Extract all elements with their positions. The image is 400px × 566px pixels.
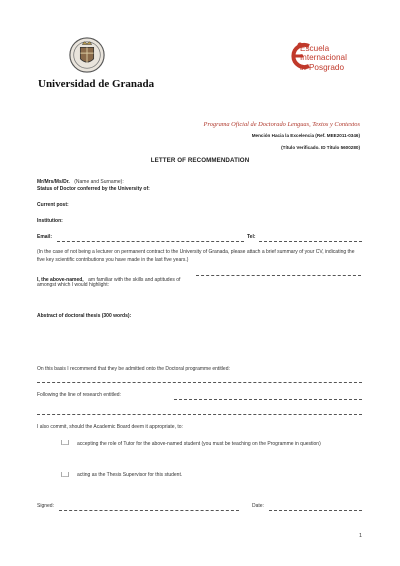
- supervisor-option-text: acting as the Thesis Supervisor for this student.: [77, 472, 183, 478]
- university-name: Universidad de Granada: [38, 78, 155, 90]
- commit-text: I also commit, should the Academic Board deem it appropriate, to:: [37, 424, 183, 430]
- programme-verification: (Título Verificado. ID Título 5600280): [281, 145, 360, 150]
- current-post-label: Current post:: [37, 202, 69, 208]
- tutor-option-text: accepting the role of Tutor for the above-named student (you must be teaching on the Programme in question): [77, 441, 321, 447]
- tel-blank-line[interactable]: [259, 241, 362, 242]
- date-blank-line[interactable]: [269, 510, 362, 511]
- student-name-blank-line[interactable]: [196, 275, 361, 276]
- letter-title: LETTER OF RECOMMENDATION: [150, 157, 250, 164]
- name-hint: (Name and Surname):: [74, 179, 124, 185]
- university-crest-logo: [68, 36, 106, 74]
- school-logo-line: Internacional: [300, 53, 347, 63]
- date-label: Date:: [252, 503, 264, 509]
- cv-note: (In the case of not being a lecturer on permanent contract to the University of Granada, please attach a brief summary of your CV, indicating the five key scientific contributions you have made in the last five years.): [37, 249, 355, 263]
- programme-title: Programa Oficial de Doctorado Lenguas, Textos y Contextos: [203, 121, 360, 128]
- tutor-checkbox[interactable]: |__|: [61, 440, 70, 446]
- school-logo-line: Escuela: [300, 44, 330, 53]
- research-line-text: Following the line of research entitled:: [37, 392, 121, 398]
- school-logo-line: Posgrado: [308, 62, 345, 72]
- programme-blank-line[interactable]: [37, 382, 362, 383]
- institution-label: Institution:: [37, 218, 63, 224]
- research-line-blank-line-2[interactable]: [37, 414, 362, 415]
- name-label: Mr/Mrs/Ms/Dr.: [37, 179, 70, 185]
- page-number: 1: [358, 533, 362, 539]
- programme-mention: Mención Hacia la Excelencia (Ref. MEE2011-0346): [251, 133, 360, 138]
- supervisor-checkbox[interactable]: |__|: [61, 472, 70, 478]
- email-label: Email:: [37, 234, 53, 240]
- signature-blank-line[interactable]: [59, 510, 239, 511]
- school-logo-text: [300, 44, 347, 74]
- research-line-blank-line-1[interactable]: [174, 399, 362, 400]
- signed-label: Signed:: [37, 503, 54, 509]
- tel-label: Tel:: [247, 234, 256, 240]
- highlight-text: amongst which I would highlight:: [37, 282, 109, 288]
- familiar-text: am familiar with the skills and aptitudes of: [88, 277, 181, 283]
- status-label: Status of Doctor conferred by the University of:: [37, 186, 150, 192]
- email-blank-line[interactable]: [57, 241, 244, 242]
- recommend-text: On this basis I recommend that they be admitted onto the Doctoral programme entitled:: [37, 366, 230, 372]
- school-logo-line: de: [300, 65, 307, 72]
- abstract-label: Abstract of doctoral thesis (300 words):: [37, 313, 132, 319]
- familiar-bold-text: I, the above-named,: [37, 277, 84, 283]
